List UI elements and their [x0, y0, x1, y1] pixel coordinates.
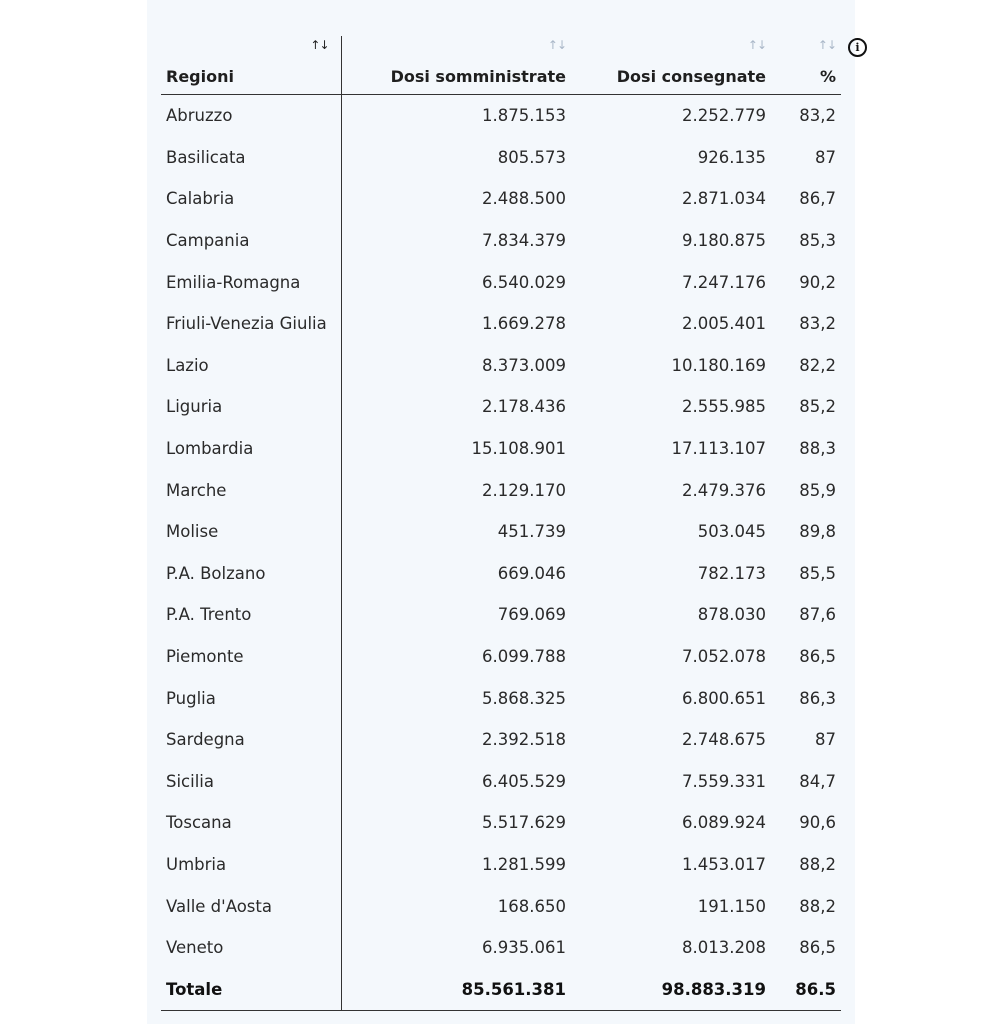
percent-cell: 87,6: [799, 605, 836, 625]
dosi-consegnate-cell: 6.089.924: [682, 813, 766, 833]
percent-cell: 88,2: [799, 854, 836, 874]
table-row: [161, 303, 841, 345]
region-cell: Calabria: [161, 178, 341, 220]
dosi-consegnate-cell: 503.045: [697, 522, 766, 542]
dosi-consegnate-cell: 2.871.034: [682, 189, 766, 209]
dosi-somministrate-cell: 168.650: [497, 896, 566, 916]
dosi-somministrate-cell: 2.178.436: [482, 397, 566, 417]
percent-cell: 87: [815, 147, 836, 167]
region-cell: P.A. Trento: [161, 594, 341, 636]
dosi-somministrate-cell: 6.935.061: [482, 938, 566, 958]
dosi-somministrate-cell: 669.046: [497, 563, 566, 583]
percent-cell: 85,2: [799, 397, 836, 417]
percent-cell: 88,3: [799, 439, 836, 459]
table-row: [161, 261, 841, 303]
dosi-consegnate-cell: 7.559.331: [682, 771, 766, 791]
percent-cell: 82,2: [799, 355, 836, 375]
dosi-consegnate-cell: 7.052.078: [682, 647, 766, 667]
dosi-somministrate-cell: 2.392.518: [482, 730, 566, 750]
dosi-somministrate-cell: 1.875.153: [482, 106, 566, 126]
region-cell: Abruzzo: [161, 95, 341, 137]
column-header-label: Regioni: [166, 67, 234, 86]
dosi-consegnate-cell: 878.030: [697, 605, 766, 625]
dosi-consegnate-cell: 7.247.176: [682, 272, 766, 292]
table-row: [161, 719, 841, 761]
dosi-consegnate-cell: 6.800.651: [682, 688, 766, 708]
table-row: [161, 844, 841, 886]
percent-cell: 85,3: [799, 231, 836, 251]
dosi-somministrate-cell: 8.373.009: [482, 355, 566, 375]
table-row: [161, 885, 841, 927]
percent-cell: 85,9: [799, 480, 836, 500]
table-row: [161, 677, 841, 719]
dosi-somministrate-cell: 2.488.500: [482, 189, 566, 209]
region-cell: Molise: [161, 511, 341, 553]
percent-cell: 87: [815, 730, 836, 750]
region-cell: Veneto: [161, 927, 341, 969]
percent-cell: 88,2: [799, 896, 836, 916]
percent-cell: 83,2: [799, 314, 836, 334]
table-header-row: [161, 36, 841, 95]
dosi-somministrate-cell: 6.540.029: [482, 272, 566, 292]
region-cell: Totale: [161, 968, 341, 1010]
dosi-somministrate-cell: 451.739: [497, 522, 566, 542]
dosi-somministrate-cell: 805.573: [497, 147, 566, 167]
dosi-consegnate-cell: 2.479.376: [682, 480, 766, 500]
percent-cell: 90,2: [799, 272, 836, 292]
region-cell: Campania: [161, 220, 341, 262]
dosi-somministrate-cell: 85.561.381: [341, 968, 571, 1010]
region-cell: Valle d'Aosta: [161, 885, 341, 927]
percent-cell: 86,5: [799, 647, 836, 667]
region-cell: Umbria: [161, 844, 341, 886]
region-cell: Lombardia: [161, 428, 341, 470]
table-row: [161, 220, 841, 262]
percent-cell: 85,5: [799, 563, 836, 583]
table-row: [161, 553, 841, 595]
table-row: [161, 345, 841, 387]
dosi-consegnate-cell: 2.252.779: [682, 106, 766, 126]
table-row: [161, 511, 841, 553]
region-cell: Friuli-Venezia Giulia: [161, 303, 341, 345]
dosi-consegnate-cell: 2.005.401: [682, 314, 766, 334]
percent-cell: 84,7: [799, 771, 836, 791]
region-cell: Sardegna: [161, 719, 341, 761]
dosi-consegnate-cell: 191.150: [697, 896, 766, 916]
dosi-consegnate-cell: 17.113.107: [671, 439, 766, 459]
dosi-somministrate-cell: 6.099.788: [482, 647, 566, 667]
region-cell: Toscana: [161, 802, 341, 844]
dosi-consegnate-cell: 1.453.017: [682, 854, 766, 874]
region-cell: Sicilia: [161, 761, 341, 803]
column-header-label: Dosi somministrate: [390, 67, 566, 86]
dosi-somministrate-cell: 5.517.629: [482, 813, 566, 833]
dosi-consegnate-cell: 2.555.985: [682, 397, 766, 417]
table-row: [161, 761, 841, 803]
table-row: [161, 178, 841, 220]
table-row: [161, 386, 841, 428]
table-row: [161, 927, 841, 969]
sort-icon[interactable]: ↑↓: [817, 38, 836, 52]
region-cell: Marche: [161, 469, 341, 511]
region-cell: Emilia-Romagna: [161, 261, 341, 303]
table-row: [161, 137, 841, 179]
region-cell: Puglia: [161, 677, 341, 719]
region-cell: P.A. Bolzano: [161, 553, 341, 595]
dosi-somministrate-cell: 7.834.379: [482, 231, 566, 251]
table-row: [161, 594, 841, 636]
table-row: [161, 428, 841, 470]
percent-cell: 90,6: [799, 813, 836, 833]
region-cell: Lazio: [161, 345, 341, 387]
dosi-somministrate-cell: 15.108.901: [471, 439, 566, 459]
column-header-regioni[interactable]: [161, 36, 341, 95]
percent-cell: 86,5: [799, 938, 836, 958]
column-header-label: %: [819, 67, 836, 86]
region-cell: Piemonte: [161, 636, 341, 678]
column-header-percent[interactable]: [771, 36, 841, 95]
sort-icon[interactable]: ↑↓: [547, 38, 566, 52]
table-row: [161, 636, 841, 678]
percent-cell: 86,7: [799, 189, 836, 209]
dosi-somministrate-cell: 5.868.325: [482, 688, 566, 708]
column-header-dosi-consegnate[interactable]: [571, 36, 771, 95]
dosi-consegnate-cell: 782.173: [697, 563, 766, 583]
region-cell: Basilicata: [161, 137, 341, 179]
dosi-consegnate-cell: 98.883.319: [571, 968, 771, 1010]
column-header-label: Dosi consegnate: [616, 67, 766, 86]
sort-icon[interactable]: ↑↓: [747, 38, 766, 52]
dosi-consegnate-cell: 926.135: [697, 147, 766, 167]
table-row: [161, 469, 841, 511]
percent-cell: 86.5: [771, 968, 841, 1010]
vaccine-doses-table: [161, 36, 841, 1011]
sort-icon[interactable]: ↑↓: [310, 38, 329, 52]
table-total-row: [161, 968, 841, 1010]
dosi-consegnate-cell: 2.748.675: [682, 730, 766, 750]
table-row: [161, 95, 841, 137]
column-header-dosi-somministrate[interactable]: [341, 36, 571, 95]
dosi-somministrate-cell: 1.669.278: [482, 314, 566, 334]
info-icon[interactable]: i: [848, 38, 867, 57]
dosi-consegnate-cell: 9.180.875: [682, 231, 766, 251]
dosi-somministrate-cell: 769.069: [497, 605, 566, 625]
percent-cell: 83,2: [799, 106, 836, 126]
dosi-consegnate-cell: 8.013.208: [682, 938, 766, 958]
region-cell: Liguria: [161, 386, 341, 428]
percent-cell: 89,8: [799, 522, 836, 542]
dosi-consegnate-cell: 10.180.169: [671, 355, 766, 375]
dosi-somministrate-cell: 1.281.599: [482, 854, 566, 874]
dosi-somministrate-cell: 2.129.170: [482, 480, 566, 500]
table-row: [161, 802, 841, 844]
dosi-somministrate-cell: 6.405.529: [482, 771, 566, 791]
percent-cell: 86,3: [799, 688, 836, 708]
